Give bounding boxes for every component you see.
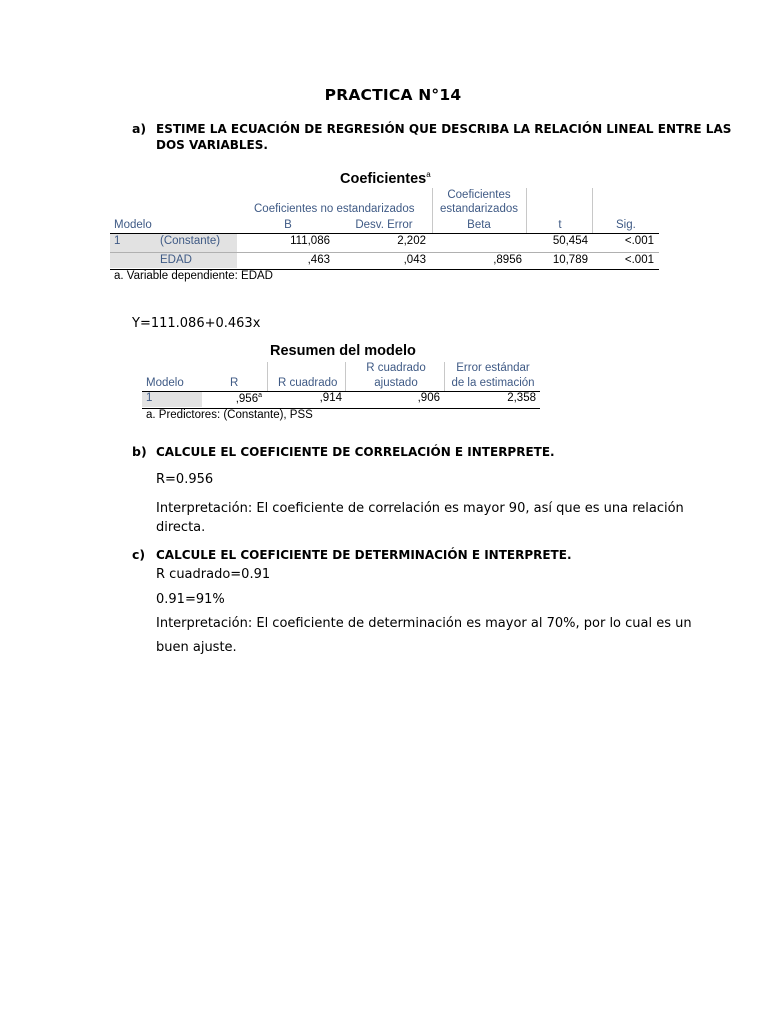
coef-col-se: Desv. Error — [355, 219, 413, 231]
coef-row1-t: 50,454 — [552, 235, 588, 247]
coef-col-modelo: Modelo — [114, 219, 152, 231]
coef-row1-se: 2,202 — [397, 235, 426, 247]
summary-header-divider — [267, 362, 268, 392]
section-b-interp-line1: Interpretación: El coeficiente de correlación es mayor 90, así que es una relación — [156, 501, 684, 516]
coef-row1-sig: <.001 — [624, 235, 654, 247]
coef-header-divider — [526, 188, 527, 233]
coef-col-t: t — [558, 219, 562, 231]
summary-row1-model: 1 — [146, 392, 153, 404]
coef-header-divider — [432, 188, 433, 233]
summary-col-r: R — [230, 377, 239, 389]
section-b-interp-line2: directa. — [156, 520, 206, 535]
section-c-interp-line2: buen ajuste. — [156, 640, 237, 655]
section-c-letter: c) — [132, 547, 146, 562]
coef-row2-sig: <.001 — [624, 254, 654, 266]
section-a-line2: DOS VARIABLES. — [156, 138, 268, 152]
summary-col-r2adj-line2: ajustado — [374, 377, 418, 389]
coef-row2-beta: ,8956 — [493, 254, 522, 266]
summary-col-err-line1: Error estándar — [456, 362, 530, 374]
coef-table-title: Coeficientes$^a$ — [340, 170, 431, 187]
model-summary-title: Resumen del modelo — [270, 343, 416, 359]
coef-row2-var: EDAD — [160, 254, 192, 266]
summary-col-modelo: Modelo — [146, 377, 184, 389]
coef-col-sig: Sig. — [616, 219, 636, 231]
page-title: PRACTICA N°14 — [324, 86, 462, 104]
coef-row1-var: (Constante) — [160, 235, 221, 247]
summary-row1-r: ,956$^a$ — [235, 392, 262, 405]
coef-col-b: B — [284, 219, 292, 231]
coef-row2-se: ,043 — [403, 254, 426, 266]
coef-row2-t: 10,789 — [552, 254, 588, 266]
section-c-heading: CALCULE EL COEFICIENTE DE DETERMINACIÓN E INTERPRETE. — [156, 548, 572, 562]
coef-col-beta: Beta — [467, 219, 491, 231]
coef-row2-b: ,463 — [307, 254, 330, 266]
coef-footnote: a. Variable dependiente: EDAD — [114, 270, 273, 282]
section-a-line1: ESTIME LA ECUACIÓN DE REGRESIÓN QUE DESCRIBA LA RELACIÓN LINEAL ENTRE LAS — [156, 122, 732, 136]
regression-equation: Y=111.086+0.463x — [132, 316, 261, 331]
summary-col-r2: R cuadrado — [278, 377, 338, 389]
summary-col-err-line2: de la estimación — [451, 377, 535, 389]
section-c-interp-line1: Interpretación: El coeficiente de determinación es mayor al 70%, por lo cual es un — [156, 616, 692, 631]
coef-header-divider — [592, 188, 593, 233]
coef-row1-b: 111,086 — [290, 235, 330, 247]
summary-header-divider — [345, 362, 346, 392]
summary-footnote: a. Predictores: (Constante), PSS — [146, 409, 313, 421]
section-c-value: R cuadrado=0.91 — [156, 567, 271, 582]
coef-header-unstd: Coeficientes no estandarizados — [254, 203, 415, 215]
coef-header-std-line1: Coeficientes — [447, 189, 511, 201]
summary-row1-r2adj: ,906 — [417, 392, 440, 404]
summary-header-divider — [444, 362, 445, 392]
section-a-letter: a) — [132, 121, 147, 136]
summary-row1-r2: ,914 — [319, 392, 342, 404]
section-b-value: R=0.956 — [156, 472, 214, 487]
coef-row1-model: 1 — [114, 235, 121, 247]
section-b-heading: CALCULE EL COEFICIENTE DE CORRELACIÓN E INTERPRETE. — [156, 445, 555, 459]
coef-header-std-line2: estandarizados — [440, 203, 518, 215]
summary-row1-err: 2,358 — [507, 392, 536, 404]
section-c-percent: 0.91=91% — [156, 592, 225, 607]
section-b-letter: b) — [132, 444, 147, 459]
summary-col-r2adj-line1: R cuadrado — [366, 362, 426, 374]
